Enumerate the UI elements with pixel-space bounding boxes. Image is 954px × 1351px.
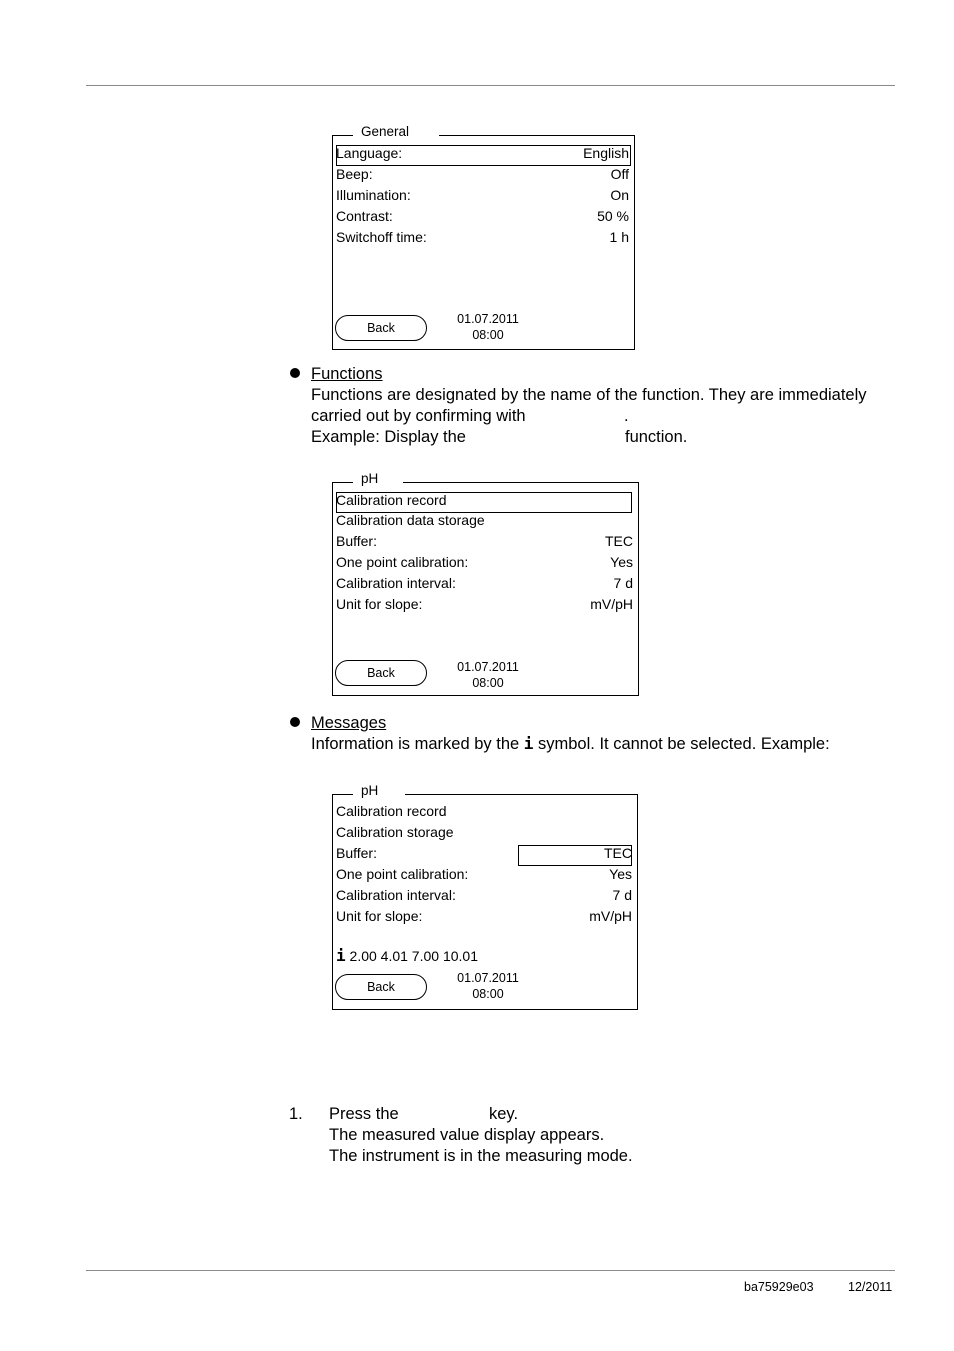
row-label: Calibration storage — [336, 824, 454, 840]
menu-row-unit-for-slope[interactable] — [336, 594, 633, 614]
menu-row-contrast[interactable] — [336, 206, 629, 226]
messages-heading: Messages — [311, 714, 387, 732]
row-value: 1 h — [609, 229, 629, 245]
step-text-line3: The instrument is in the measuring mode. — [329, 1147, 633, 1165]
functions-heading: Functions — [311, 365, 383, 383]
info-message-text: 2.00 4.01 7.00 10.01 — [349, 948, 478, 964]
row-label: Calibration interval: — [336, 887, 456, 903]
menu-row-one-point-calibration[interactable] — [336, 864, 632, 884]
row-label: Calibration record — [336, 803, 447, 819]
back-button[interactable]: Back — [335, 315, 427, 341]
menu-row-calibration-storage[interactable] — [336, 822, 632, 842]
footer-doc-id: ba75929e03 — [744, 1280, 814, 1294]
row-value: 50 % — [597, 208, 629, 224]
row-label: Calibration interval: — [336, 575, 456, 591]
menu-row-buffer[interactable] — [336, 843, 632, 863]
functions-text-line1: Functions are designated by the name of the function. They are immediately — [311, 386, 867, 404]
row-label: Switchoff time: — [336, 229, 427, 245]
bullet-icon — [290, 717, 300, 727]
row-label: Language: — [336, 145, 403, 161]
menu-row-language[interactable] — [336, 143, 629, 163]
menu-row-calibration-record[interactable] — [336, 801, 632, 821]
menu-row-one-point-calibration[interactable] — [336, 552, 633, 572]
date-display: 01.07.2011 — [457, 660, 519, 674]
messages-text-end: symbol. It cannot be selected. Example: — [538, 735, 830, 753]
menu-row-calibration-interval[interactable] — [336, 573, 633, 593]
info-message — [336, 946, 478, 966]
row-label: One point calibration: — [336, 866, 469, 882]
row-label: Contrast: — [336, 208, 393, 224]
screen-title: pH — [357, 471, 382, 487]
step-text-line2: The measured value display appears. — [329, 1126, 605, 1144]
info-icon: i — [523, 734, 534, 753]
menu-row-calibration-interval[interactable] — [336, 885, 632, 905]
menu-row-calibration-record[interactable] — [336, 490, 633, 510]
row-label: Calibration record — [336, 492, 447, 508]
back-button[interactable]: Back — [335, 974, 427, 1000]
row-value: Off — [610, 166, 629, 182]
messages-text-start: Information is marked by the — [311, 735, 520, 753]
row-value: Yes — [609, 866, 632, 882]
functions-text-line2-end: . — [624, 407, 629, 425]
bullet-icon — [290, 368, 300, 378]
step-text-line1-end: key. — [489, 1105, 519, 1123]
step-text-line1: Press the — [329, 1105, 399, 1123]
row-value: On — [610, 187, 629, 203]
screen-title: pH — [357, 783, 382, 799]
menu-row-unit-for-slope[interactable] — [336, 906, 632, 926]
row-label: Unit for slope: — [336, 908, 423, 924]
row-label: Unit for slope: — [336, 596, 423, 612]
functions-text-line3: Example: Display the — [311, 428, 466, 446]
menu-row-calibration-data-storage[interactable] — [336, 510, 633, 530]
functions-text-line2: carried out by confirming with — [311, 407, 526, 425]
row-value: TEC — [605, 533, 633, 549]
menu-row-beep[interactable] — [336, 164, 629, 184]
functions-text-line3-end: function. — [625, 428, 688, 446]
general-settings-screen — [332, 124, 635, 350]
menu-row-illumination[interactable] — [336, 185, 629, 205]
footer-rule — [86, 1270, 895, 1271]
time-display: 08:00 — [472, 328, 504, 342]
row-label: Beep: — [336, 166, 373, 182]
step-number: 1. — [289, 1105, 303, 1123]
row-label: Calibration data storage — [336, 512, 485, 528]
row-value: 7 d — [612, 887, 632, 903]
menu-row-switchoff-time[interactable] — [336, 227, 629, 247]
date-display: 01.07.2011 — [457, 971, 519, 985]
row-value: mV/pH — [589, 908, 632, 924]
time-display: 08:00 — [472, 676, 504, 690]
messages-text-line1 — [311, 733, 830, 755]
row-value: 7 d — [613, 575, 633, 591]
time-display: 08:00 — [472, 987, 504, 1001]
info-icon: i — [336, 946, 346, 965]
row-label: Buffer: — [336, 845, 377, 861]
row-label: One point calibration: — [336, 554, 469, 570]
row-value: mV/pH — [590, 596, 633, 612]
row-label: Illumination: — [336, 187, 411, 203]
info-message-row — [336, 946, 632, 966]
screen-title: General — [357, 124, 413, 140]
date-display: 01.07.2011 — [457, 312, 519, 326]
ph-info-screen — [332, 783, 638, 1010]
footer-date: 12/2011 — [848, 1280, 893, 1294]
row-label: Buffer: — [336, 533, 377, 549]
row-value: Yes — [610, 554, 633, 570]
menu-row-buffer[interactable] — [336, 531, 633, 551]
row-value: English — [583, 145, 629, 161]
header-rule — [86, 85, 895, 86]
row-value: TEC — [604, 845, 632, 861]
back-button[interactable]: Back — [335, 660, 427, 686]
ph-settings-screen — [332, 471, 639, 696]
